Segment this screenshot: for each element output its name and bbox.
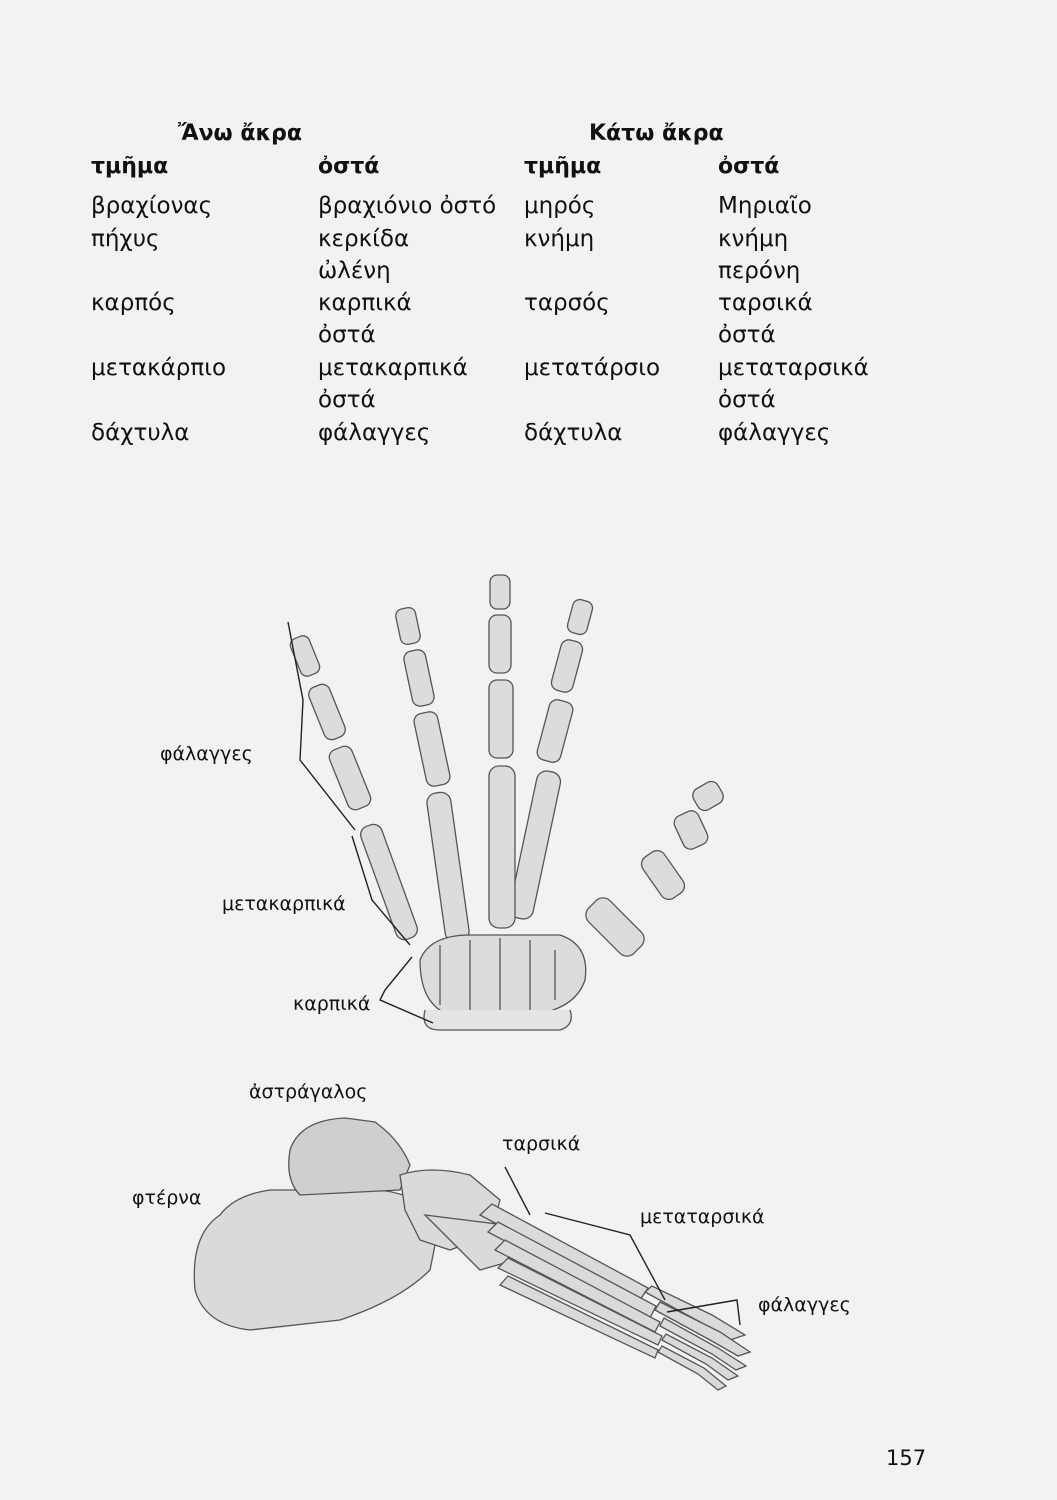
upper-seg-metacarpus: μετακάρπιο: [91, 355, 227, 381]
upper-seg-arm: βραχίονας: [91, 193, 213, 219]
hand-skeleton-drawing: [288, 575, 726, 1030]
page-number: 157: [886, 1446, 927, 1470]
upper-bone-metacarpals-2: ὀστά: [318, 387, 376, 413]
upper-col-bones: ὀστά: [318, 154, 380, 179]
foot-label-phalanges: φάλαγγες: [758, 1294, 851, 1316]
hand-label-carpals: καρπικά: [293, 993, 371, 1015]
lower-bone-tibia: κνήμη: [718, 226, 789, 252]
lower-bone-tarsals: ταρσικά: [718, 290, 813, 316]
foot-label-tarsals: ταρσικά: [502, 1133, 581, 1155]
foot-label-talus: ἀστράγαλος: [249, 1081, 368, 1103]
lower-bone-metatarsals: μεταταρσικά: [718, 355, 869, 381]
foot-skeleton-drawing: [194, 1118, 750, 1390]
lower-seg-toes: δάχτυλα: [524, 420, 623, 446]
lower-bone-femur: Μηριαῖο: [718, 193, 812, 219]
lower-limb-title: Κάτω ἄκρα: [589, 121, 724, 146]
upper-seg-forearm: πήχυς: [91, 226, 160, 252]
lower-bone-tarsals-2: ὀστά: [718, 322, 776, 348]
upper-col-segment: τμῆμα: [91, 154, 169, 179]
upper-bone-ulna: ὠλένη: [318, 258, 391, 284]
upper-limb-title: Ἄνω ἄκρα: [178, 121, 302, 146]
lower-seg-metatarsus: μετατάρσιο: [524, 355, 661, 381]
upper-bone-carpals-2: ὀστά: [318, 322, 376, 348]
hand-label-metacarpals: μετακαρπικά: [222, 893, 346, 915]
lower-col-segment: τμῆμα: [524, 154, 602, 179]
lower-bone-fibula: περόνη: [718, 258, 801, 284]
foot-label-calcaneus: φτέρνα: [132, 1187, 202, 1209]
lower-seg-tarsus: ταρσός: [524, 290, 610, 316]
upper-seg-fingers: δάχτυλα: [91, 420, 190, 446]
upper-bone-metacarpals: μετακαρπικά: [318, 355, 468, 381]
upper-seg-wrist: καρπός: [91, 290, 176, 316]
upper-bone-radius: κερκίδα: [318, 226, 410, 252]
upper-bone-carpals: καρπικά: [318, 290, 412, 316]
lower-seg-leg: κνήμη: [524, 226, 595, 252]
lower-seg-thigh: μηρός: [524, 193, 596, 219]
lower-bone-phalanges: φάλαγγες: [718, 420, 831, 446]
hand-label-phalanges: φάλαγγες: [160, 743, 253, 765]
lower-col-bones: ὀστά: [718, 154, 780, 179]
upper-bone-phalanges: φάλαγγες: [318, 420, 431, 446]
lower-bone-metatarsals-2: ὀστά: [718, 387, 776, 413]
foot-label-metatarsals: μεταταρσικά: [640, 1206, 765, 1228]
upper-bone-humerus: βραχιόνιο ὀστό: [318, 193, 497, 219]
